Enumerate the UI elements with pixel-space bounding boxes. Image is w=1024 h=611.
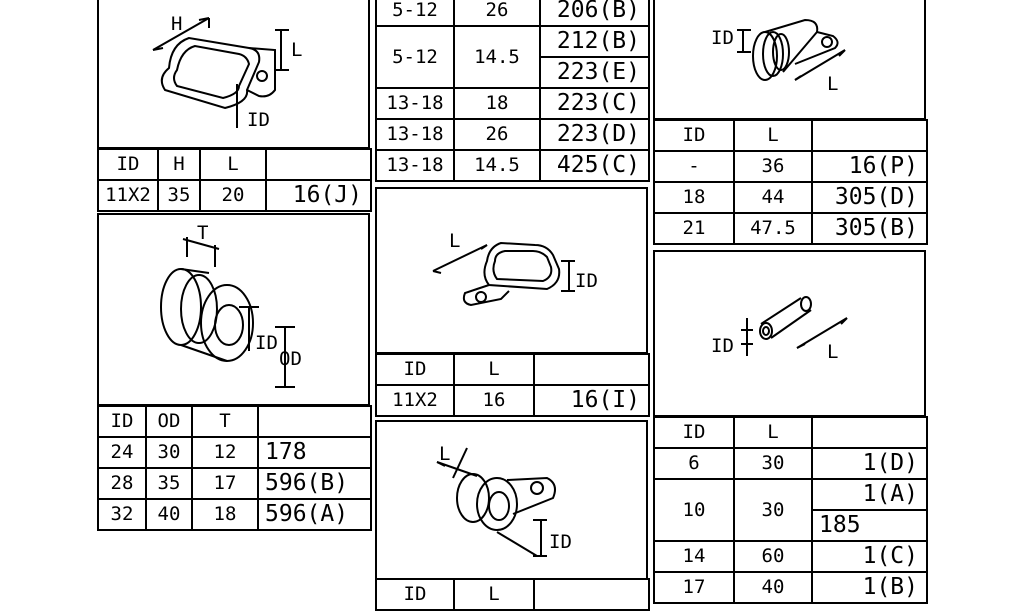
cell-id: 6 — [654, 448, 734, 479]
cell-l: 26 — [454, 0, 540, 26]
dim-l-label: L — [291, 39, 303, 61]
clip-bracket-panel — [97, 0, 370, 149]
cell-l: 30 — [734, 479, 812, 541]
cell-l: 18 — [454, 88, 540, 119]
dim-l-label: L — [439, 443, 451, 465]
table-row — [98, 499, 371, 530]
table-row — [376, 88, 649, 119]
table-header-row — [98, 149, 371, 180]
table-row — [654, 213, 927, 244]
table-header-row — [654, 120, 927, 151]
dim-l-label: L — [827, 73, 839, 95]
strap-clip-table — [375, 353, 650, 417]
part-number: 1(B) — [812, 572, 927, 603]
col-header: OD — [146, 406, 192, 437]
table-row — [654, 448, 927, 479]
part-number: 305(B) — [812, 213, 927, 244]
part-number: 223(D) — [540, 119, 649, 150]
part-number: 185 — [812, 510, 927, 541]
cell-id: 11X2 — [376, 385, 454, 416]
table-row — [98, 468, 371, 499]
cell-id: 24 — [98, 437, 146, 468]
cell-id: 32 — [98, 499, 146, 530]
table-header-row — [654, 417, 927, 448]
part-number: 178 — [258, 437, 371, 468]
loop-clip-table — [653, 119, 928, 245]
spacer-tube-table — [653, 416, 928, 604]
dim-l-label: L — [827, 341, 839, 363]
part-number: 206(B) — [540, 0, 649, 26]
cell-od: 40 — [146, 499, 192, 530]
dim-od-label: OD — [279, 348, 302, 370]
part-number: 223(C) — [540, 88, 649, 119]
cell-l: 16 — [454, 385, 534, 416]
part-number: 1(A) — [812, 479, 927, 510]
cell-t: 17 — [192, 468, 258, 499]
table-row — [98, 437, 371, 468]
part-number: 1(D) — [812, 448, 927, 479]
cell-id: 18 — [654, 182, 734, 213]
part-number: 212(B) — [540, 26, 649, 57]
dim-h-label: H — [171, 13, 183, 35]
part-number: 596(A) — [258, 499, 371, 530]
col-header: T — [192, 406, 258, 437]
table-header-row — [98, 406, 371, 437]
col-header: ID — [98, 149, 158, 180]
dim-id-label: ID — [255, 332, 278, 354]
spacer-tube-panel — [653, 250, 926, 417]
cell-l: 40 — [734, 572, 812, 603]
cell-id: 13-18 — [376, 88, 454, 119]
table-header-row — [376, 354, 649, 385]
cell-l: 20 — [200, 180, 266, 211]
cell-l: 60 — [734, 541, 812, 572]
cell-id: 5-12 — [376, 0, 454, 26]
cell-id: 13-18 — [376, 119, 454, 150]
grommet-panel — [97, 213, 370, 406]
part-number: 16(P) — [812, 151, 927, 182]
loop-clip-drawing — [655, 0, 924, 118]
cell-id: 5-12 — [376, 26, 454, 88]
col-header: H — [158, 149, 200, 180]
part-number: 16(J) — [266, 180, 371, 211]
col-header: ID — [376, 354, 454, 385]
cell-l: 44 — [734, 182, 812, 213]
table-header-row — [376, 579, 649, 610]
cell-id: - — [654, 151, 734, 182]
dim-id-label: ID — [549, 531, 572, 553]
grommet-table — [97, 405, 372, 531]
table-row — [654, 572, 927, 603]
col-header: L — [454, 579, 534, 610]
cell-h: 35 — [158, 180, 200, 211]
table-row — [376, 119, 649, 150]
col-header: L — [200, 149, 266, 180]
col-header: L — [454, 354, 534, 385]
cell-id: 17 — [654, 572, 734, 603]
dim-t-label: T — [197, 222, 209, 244]
col-header — [534, 354, 649, 385]
loop-clip-panel — [653, 0, 926, 120]
col-header — [812, 417, 927, 448]
cell-id: 21 — [654, 213, 734, 244]
col-header: ID — [654, 120, 734, 151]
dim-id-label: ID — [711, 27, 734, 49]
cell-od: 30 — [146, 437, 192, 468]
table-row — [654, 182, 927, 213]
part-number: 305(D) — [812, 182, 927, 213]
spacer-tube-drawing — [655, 252, 924, 415]
table-row — [376, 385, 649, 416]
clip-bracket-table — [97, 148, 372, 212]
cell-od: 35 — [146, 468, 192, 499]
table-row — [376, 0, 649, 26]
col-header — [812, 120, 927, 151]
table-row — [654, 151, 927, 182]
col-header — [534, 579, 649, 610]
cell-t: 12 — [192, 437, 258, 468]
clip-bracket-drawing — [99, 0, 368, 147]
col-header: ID — [654, 417, 734, 448]
grommet-drawing — [99, 215, 368, 404]
part-number: 425(C) — [540, 150, 649, 181]
part-number: 1(C) — [812, 541, 927, 572]
table-row — [376, 150, 649, 181]
cell-l: 14.5 — [454, 26, 540, 88]
cell-l: 36 — [734, 151, 812, 182]
cell-l: 14.5 — [454, 150, 540, 181]
table-row — [654, 479, 927, 510]
dim-l-label: L — [449, 230, 461, 252]
dim-id-label: ID — [711, 335, 734, 357]
clip-size-table — [375, 0, 650, 182]
col-header: L — [734, 417, 812, 448]
dim-id-label: ID — [247, 109, 270, 131]
cell-id: 10 — [654, 479, 734, 541]
cell-id: 13-18 — [376, 150, 454, 181]
grommet-clip-drawing — [377, 422, 646, 578]
cell-id: 14 — [654, 541, 734, 572]
col-header: L — [734, 120, 812, 151]
table-row — [654, 541, 927, 572]
strap-clip-panel — [375, 187, 648, 354]
grommet-clip-table — [375, 578, 650, 611]
table-row — [376, 26, 649, 57]
dim-id-label: ID — [575, 270, 598, 292]
col-header — [258, 406, 371, 437]
cell-id: 28 — [98, 468, 146, 499]
table-row — [98, 180, 371, 211]
cell-l: 26 — [454, 119, 540, 150]
part-number: 596(B) — [258, 468, 371, 499]
cell-id: 11X2 — [98, 180, 158, 211]
col-header — [266, 149, 371, 180]
cell-l: 47.5 — [734, 213, 812, 244]
cell-t: 18 — [192, 499, 258, 530]
cell-l: 30 — [734, 448, 812, 479]
col-header: ID — [98, 406, 146, 437]
col-header: ID — [376, 579, 454, 610]
part-number: 16(I) — [534, 385, 649, 416]
strap-clip-drawing — [377, 189, 646, 352]
part-number: 223(E) — [540, 57, 649, 88]
grommet-clip-panel — [375, 420, 648, 580]
